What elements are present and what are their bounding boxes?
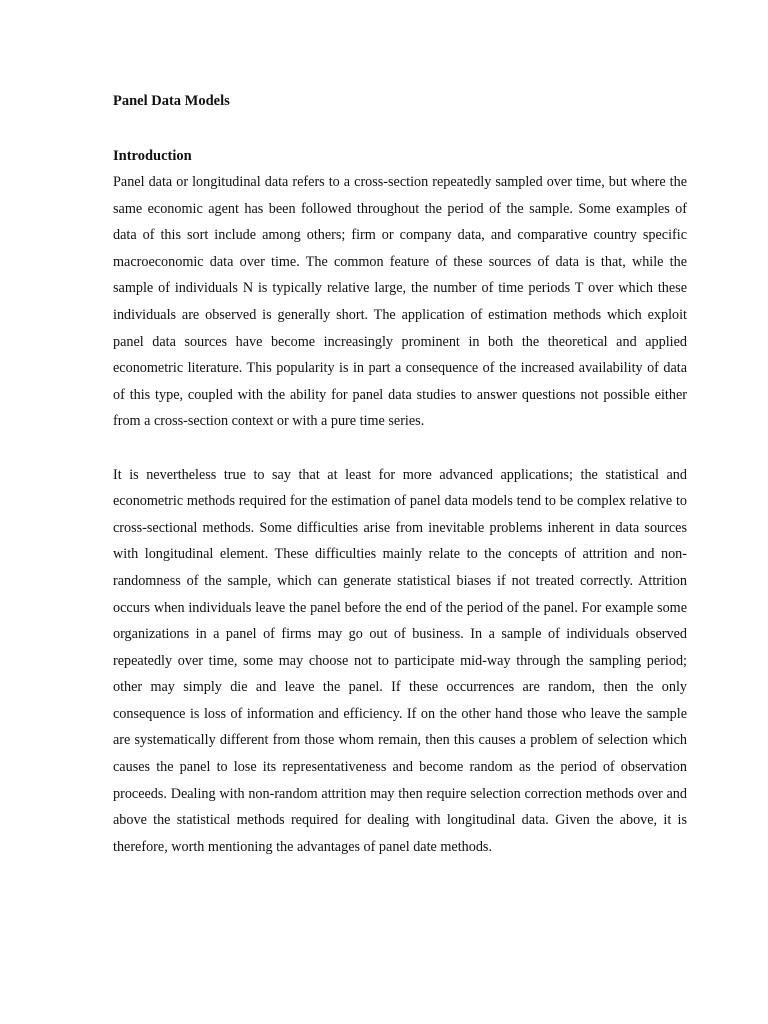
document-title: Panel Data Models [113, 93, 230, 109]
paragraph-gap [113, 435, 687, 462]
section-heading-introduction: Introduction [113, 147, 192, 164]
title-spacer [113, 115, 687, 143]
paragraph-1: Panel data or longitudinal data refers to a cross-section repeatedly sampled over time, but where the same economic agent has been followed throughout the period of the sample. Some examples of data of this sort include among others; firm or company data, and comparative country specific macroeconomic data over time. The common feature of these sources of data is that, while the sample of individuals N is typically relative large, the number of time periods T over which these individuals are observed is generally short. The application of estimation methods which exploit panel data sources have become increasingly prominent in both the theoretical and applied econometric literature. This popularity is in part a consequence of the increased availability of data of this type, coupled with the ability for panel data studies to answer questions not possible either from a cross-section context or with a pure time series. [113, 174, 687, 430]
document-page [113, 88, 687, 860]
paragraph-2: It is nevertheless true to say that at least for more advanced applications; the statistical and econometric methods required for the estimation of panel data models tend to be complex relative to cross-sectional methods. Some difficulties arise from inevitable problems inherent in data sources with longitudinal element. These difficulties mainly relate to the concepts of attrition and non-randomness of the sample, which can generate statistical biases if not treated correctly. Attrition occurs when individuals leave the panel before the end of the period of the panel. For example some organizations in a panel of firms may go out of business. In a sample of individuals observed repeatedly over time, some may choose not to participate mid-way through the sampling period; other may simply die and leave the panel. If these occurrences are random, then the only consequence is loss of information and efficiency. If on the other hand those who leave the sample are systematically different from those whom remain, then this causes a problem of selection which causes the panel to lose its representativeness and become random as the period of observation proceeds. Dealing with non-random attrition may then require selection correction methods over and above the statistical methods required for dealing with longitudinal data. Given the above, it is therefore, worth mentioning the advantages of panel date methods. [113, 466, 687, 855]
